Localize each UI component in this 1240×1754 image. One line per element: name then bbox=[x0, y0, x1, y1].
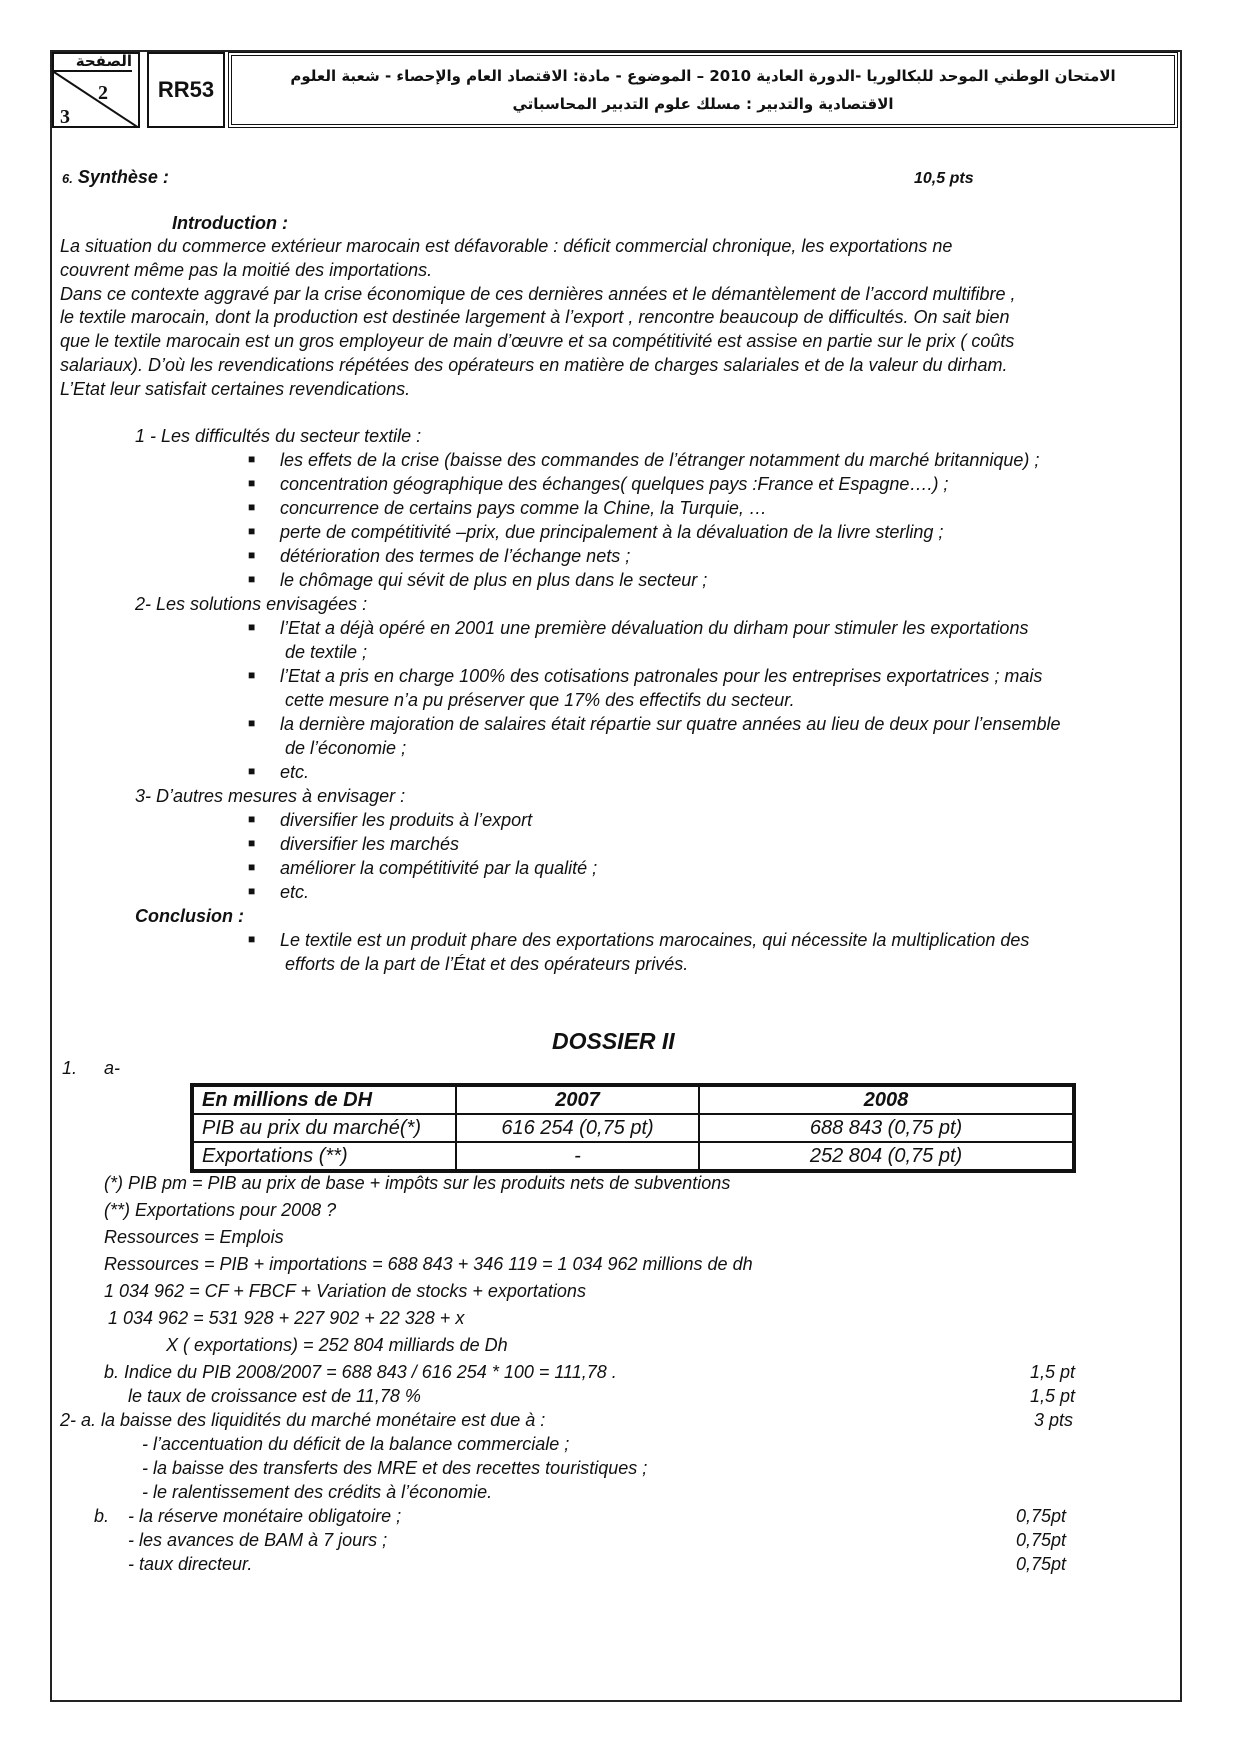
s1-item: concurrence de certains pays comme la Chine, la Turquie, … bbox=[280, 498, 767, 518]
intro-line: le textile marocain, dont la production est destinée largement à l’export , rencontre beaucoup de difficultés. On sait bien bbox=[60, 307, 1010, 327]
table-cell: PIB au prix du marché(*) bbox=[192, 1114, 456, 1142]
s3-item: diversifier les marchés bbox=[280, 834, 460, 854]
s3-item: diversifier les produits à l’export bbox=[280, 810, 533, 830]
bullet-icon: ■ bbox=[248, 836, 256, 850]
bullet-icon: ■ bbox=[248, 476, 256, 490]
s1-item: perte de compétitivité –prix, due principalement à la dévaluation de la livre sterling ; bbox=[280, 522, 944, 542]
q2-part-b-label: b. bbox=[94, 1506, 110, 1526]
s3-item: etc. bbox=[280, 882, 310, 902]
exam-title-line2: الاقتصادية والتدبير : مسلك علوم التدبير المحاسباتي bbox=[512, 95, 894, 113]
q2-a-item: - l’accentuation du déficit de la balance commerciale ; bbox=[142, 1434, 570, 1454]
table-row bbox=[192, 1142, 1074, 1171]
synthese-points: 10,5 pts bbox=[914, 170, 974, 187]
bullet-icon: ■ bbox=[248, 500, 256, 514]
note-line: X ( exportations) = 252 804 milliards de Dh bbox=[166, 1335, 508, 1355]
intro-line: Dans ce contexte aggravé par la crise économique de ces dernières années et le démantèlement de l’accord multifibre , bbox=[60, 284, 1016, 304]
q2-part-a: 2- a. la baisse des liquidités du marché monétaire est due à : bbox=[60, 1410, 546, 1430]
q2-b-points: 0,75pt bbox=[1016, 1554, 1067, 1574]
dossier2-title: DOSSIER II bbox=[552, 1028, 675, 1054]
bullet-icon: ■ bbox=[248, 668, 256, 682]
synthese-title: Synthèse : bbox=[77, 167, 169, 187]
note-line: (**) Exportations pour 2008 ? bbox=[104, 1200, 337, 1220]
note-line: 1 034 962 = 531 928 + 227 902 + 22 328 + x bbox=[108, 1308, 465, 1328]
exam-title-line1: الامتحان الوطني الموحد للبكالوريا -الدورة العادية 2010 – الموضوع - مادة: الاقتصاد العام والإحصاء - شعبة العلوم bbox=[290, 67, 1116, 85]
s1-item: concentration géographique des échanges( quelques pays :France et Espagne….) ; bbox=[280, 474, 949, 494]
bullet-icon: ■ bbox=[248, 716, 256, 730]
bullet-icon: ■ bbox=[248, 548, 256, 562]
page-current: 2 bbox=[98, 82, 108, 104]
q2-b-points: 0,75pt bbox=[1016, 1506, 1067, 1526]
conclusion-line: efforts de la part de l’État et des opérateurs privés. bbox=[285, 954, 689, 974]
table-cell: 252 804 (0,75 pt) bbox=[699, 1142, 1074, 1171]
note-line: 1 034 962 = CF + FBCF + Variation de stocks + exportations bbox=[104, 1281, 586, 1301]
s2-item: l’Etat a déjà opéré en 2001 une première dévaluation du dirham pour stimuler les exportations bbox=[280, 618, 1029, 638]
table-cell: Exportations (**) bbox=[192, 1142, 456, 1171]
q2-a-item: - la baisse des transferts des MRE et des recettes touristiques ; bbox=[142, 1458, 648, 1478]
q2-a-item: - le ralentissement des crédits à l’économie. bbox=[142, 1482, 493, 1502]
bullet-icon: ■ bbox=[248, 932, 256, 946]
intro-line: L’Etat leur satisfait certaines revendications. bbox=[60, 379, 411, 399]
exam-code: RR53 bbox=[147, 52, 225, 128]
exam-title bbox=[228, 52, 1178, 128]
s2-item: etc. bbox=[280, 762, 310, 782]
note-line: (*) PIB pm = PIB au prix de base + impôts sur les produits nets de subventions bbox=[104, 1173, 731, 1193]
page-number-box bbox=[52, 52, 140, 128]
q1-number: 1. bbox=[62, 1058, 78, 1078]
intro-line: que le textile marocain est un gros employeur de main d’œuvre et sa compétitivité est assise en partie sur le prix ( coûts bbox=[60, 331, 1015, 351]
section1-title: 1 - Les difficultés du secteur textile : bbox=[135, 426, 422, 446]
q2-b-item: - taux directeur. bbox=[128, 1554, 253, 1574]
note-line: Ressources = Emplois bbox=[104, 1227, 284, 1247]
intro-line: La situation du commerce extérieur marocain est défavorable : déficit commercial chronique, les exportations ne bbox=[60, 236, 953, 256]
table-header-row bbox=[192, 1085, 1074, 1114]
table-cell: - bbox=[456, 1142, 699, 1171]
growth-rate-line: le taux de croissance est de 11,78 % bbox=[128, 1386, 421, 1406]
conclusion-title: Conclusion : bbox=[135, 906, 244, 926]
q2-b-item: - les avances de BAM à 7 jours ; bbox=[128, 1530, 388, 1550]
bullet-icon: ■ bbox=[248, 812, 256, 826]
bullet-icon: ■ bbox=[248, 572, 256, 586]
table-cell: 688 843 (0,75 pt) bbox=[699, 1114, 1074, 1142]
bullet-icon: ■ bbox=[248, 452, 256, 466]
q1-part-a: a- bbox=[104, 1058, 121, 1078]
bullet-icon: ■ bbox=[248, 764, 256, 778]
q2-b-item: - la réserve monétaire obligatoire ; bbox=[128, 1506, 402, 1526]
s1-item: détérioration des termes de l’échange nets ; bbox=[280, 546, 631, 566]
s3-item: améliorer la compétitivité par la qualité ; bbox=[280, 858, 598, 878]
s1-item: les effets de la crise (baisse des commandes de l’étranger notamment du marché britannique) ; bbox=[280, 450, 1040, 470]
q1-b-points: 1,5 pt bbox=[1030, 1362, 1076, 1382]
bullet-icon: ■ bbox=[248, 884, 256, 898]
q2-a-points: 3 pts bbox=[1034, 1410, 1074, 1430]
note-line: Ressources = PIB + importations = 688 843 + 346 119 = 1 034 962 millions de dh bbox=[104, 1254, 753, 1274]
s2-item-cont: de textile ; bbox=[285, 642, 368, 662]
s2-item: la dernière majoration de salaires était répartie sur quatre années au lieu de deux pour l’ensemble bbox=[280, 714, 1061, 734]
bullet-icon: ■ bbox=[248, 620, 256, 634]
exam-header bbox=[52, 52, 1180, 128]
synthese-heading bbox=[62, 166, 169, 190]
bullet-icon: ■ bbox=[248, 524, 256, 538]
section2-title: 2- Les solutions envisagées : bbox=[135, 594, 368, 614]
page-total: 3 bbox=[60, 106, 70, 128]
growth-rate-points: 1,5 pt bbox=[1030, 1386, 1076, 1406]
s1-item: le chômage qui sévit de plus en plus dans le secteur ; bbox=[280, 570, 708, 590]
intro-line: couvrent même pas la moitié des importations. bbox=[60, 260, 433, 280]
table-header-cell: 2008 bbox=[699, 1085, 1074, 1114]
intro-title: Introduction : bbox=[172, 213, 288, 233]
table-row bbox=[192, 1114, 1074, 1142]
conclusion-line: Le textile est un produit phare des exportations marocaines, qui nécessite la multiplication des bbox=[280, 930, 1030, 950]
q2-b-points: 0,75pt bbox=[1016, 1530, 1067, 1550]
s2-item-cont: de l’économie ; bbox=[285, 738, 407, 758]
pib-table bbox=[190, 1083, 1076, 1173]
synthese-num: 6. bbox=[62, 171, 73, 186]
bullet-icon: ■ bbox=[248, 860, 256, 874]
s2-item-cont: cette mesure n’a pu préserver que 17% des effectifs du secteur. bbox=[285, 690, 795, 710]
table-header-cell: En millions de DH bbox=[192, 1085, 456, 1114]
section3-title: 3- D’autres mesures à envisager : bbox=[135, 786, 406, 806]
table-cell: 616 254 (0,75 pt) bbox=[456, 1114, 699, 1142]
table-header-cell: 2007 bbox=[456, 1085, 699, 1114]
page-label: الصفحة bbox=[52, 52, 132, 72]
intro-line: salariaux). D’où les revendications répétées des opérateurs en matière de charges salariales et de la valeur du dirham. bbox=[60, 355, 1008, 375]
s2-item: l’Etat a pris en charge 100% des cotisations patronales pour les entreprises exportatrices ; mais bbox=[280, 666, 1043, 686]
q1-part-b: b. Indice du PIB 2008/2007 = 688 843 / 616 254 * 100 = 111,78 . bbox=[104, 1362, 617, 1382]
